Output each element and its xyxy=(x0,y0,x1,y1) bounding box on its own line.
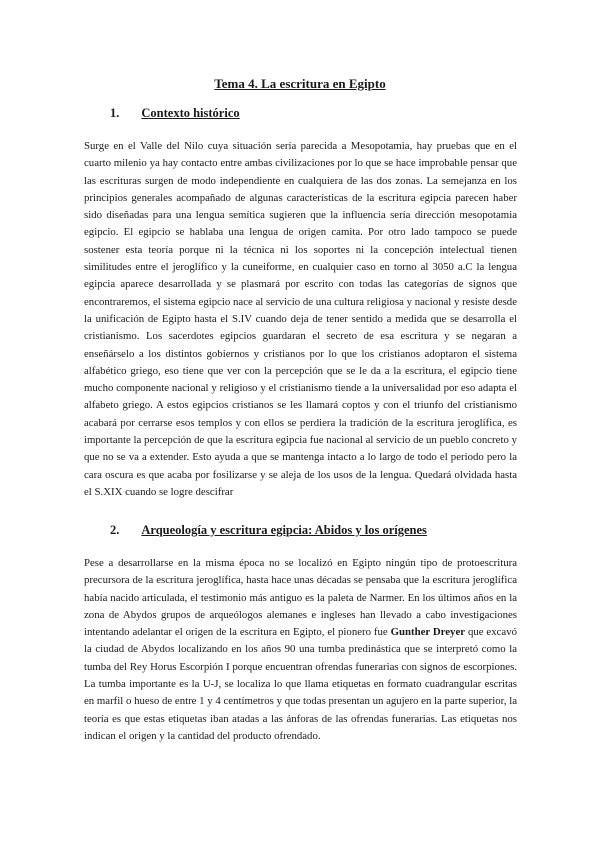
section-1-heading xyxy=(110,106,240,121)
document-title: Tema 4. La escritura en Egipto xyxy=(214,76,386,91)
section-2-text-before: Pese a desarrollarse en la misma época no se localizó en Egipto ningún tipo de protoescritura precursora de la escritura jeroglífica, hasta hace unas décadas se pensaba que la escritura jeroglífica había nacido articulada, el testimonio más antiguo es la paleta de Narmer. En los últimos años en la zona de Abydos grupos de arqueólogos alemanes e ingleses han llevado a cabo investigaciones intentando adelantar el origen de la escritura en Egipto, el pionero fue xyxy=(84,557,517,639)
section-2-heading xyxy=(110,523,427,538)
section-2-number: 2. xyxy=(110,523,120,537)
person-name: Gunther Dreyer xyxy=(390,626,466,639)
section-2-title: Arqueología y escritura egipcia: Abidos y los orígenes xyxy=(141,523,427,537)
section-2-text-after: que excavó la ciudad de Abydos localizando en los años 90 una tumba predinástica que se interpretó como la tumba del Rey Horus Escorpión I porque encuentran ofrendas funerarias con signos de escorpiones. La tumba importante es la U-J, se localiza lo que llama etiquetas en formato cuadrangular escritas en marfil o hueso de entre 1 y 4 centímetros y que todas presentan un agujero en la parte superior, la teoría es que estas etiquetas iban atadas a las ánforas de las ofrendas funerarias. Las etiquetas nos indican el origen y la cantidad del producto ofrendado. xyxy=(84,626,517,742)
section-1-number: 1. xyxy=(110,106,120,120)
section-2-paragraph xyxy=(84,555,517,745)
section-1-title: Contexto histórico xyxy=(141,106,240,120)
section-1-paragraph: Surge en el Valle del Nilo cuya situación sería parecida a Mesopotamia, hay pruebas que en el cuarto milenio ya hay contacto entre ambas civilizaciones por lo que se hace improbable pensar que las escrituras surgen de modo independiente en cualquiera de las dos zonas. La semejanza en los principios generales acompañado de algunas características de la escritura egipcia parecen haber sido diseñadas para una lengua semítica sugieren que la influencia sería dirección mesopotamia egipcio. El egipcio se hablaba una lengua de origen camita. Por otro lado tampoco se puede sostener esta teoría porque ni la técnica ni los soportes ni la concepción intelectual tienen similitudes entre el jeroglífico y la cuneiforme, en cualquier caso en torno al 3050 a.C la lengua egipcia aparece desarrollada y se plasmará por escrito con todas las categorías de signos que encontraremos, el sistema egipcio nace al servicio de una cultura religiosa y nacional y resiste desde la unificación de Egipto hasta el S.IV cuando deja de tener sentido a medida que se desarrolla el cristianismo. Los sacerdotes egipcios guardaran el secreto de esa escritura y se negaran a enseñárselo a los distintos gobiernos y cristianos por lo que los cristianos adoptaron el sistema alfabético griego, eso tiene que ver con la percepción que se le da a la escritura, el egipcio tiene mucho componente nacional y religioso y el cristianismo tiende a la universalidad por eso adapta el alfabeto griego. A estos egipcios cristianos se les llamará coptos y con el triunfo del cristianismo acabará por cerrarse esos templos y con ellos se perdiera la tradición de la escritura jeroglífica, es importante la percepción de que la escritura egipcia fue nacional al servicio de un pueblo concreto y que no se va a extender. Esto ayuda a que se mantenga intacto a lo largo de todo el periodo pero la cara oscura es que acaba por fosilizarse y se aleja de los usos de la lengua. Quedará olvidada hasta el S.XIX cuando se logre descifrar xyxy=(84,140,517,498)
